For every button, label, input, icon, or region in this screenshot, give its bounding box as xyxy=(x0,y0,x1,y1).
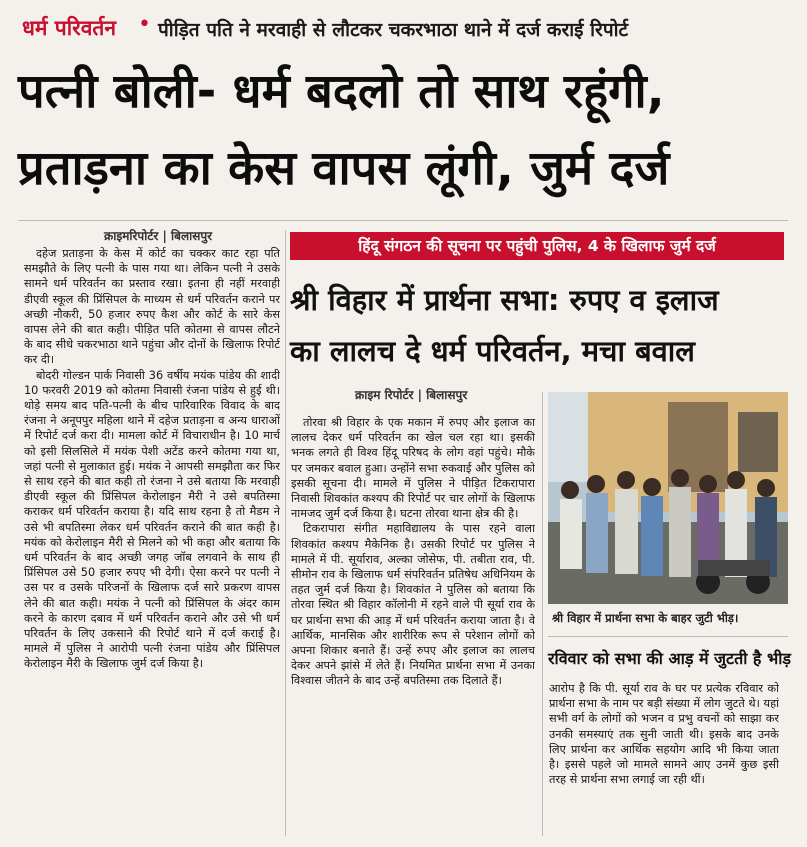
second-byline: क्राइम रिपोर्टर | बिलासपुर xyxy=(355,388,468,402)
bullet-separator: • xyxy=(138,12,151,37)
main-paragraph: दहेज प्रताड़ना के केस में कोर्ट का चक्कर काट रहा पति समझौते के लिए पत्नी के पास गया था। लेकिन पत्नी ने उसके सामने धर्म परिवर्तन का प्रस्ताव रखा। इतना ही नहीं मरवाही डीएवी स्कूल की प्रिंसिपल के माध्यम से धर्म परिवर्तन कराने पर अच्छी नौकरी, 50 हजार रुपए कैश और कोर्ट के सारे केस वापस लेने की बात कही। पीड़ित पति कोतमा से वापस लौटने के बाद सीधे चकरभाठा थाने पहुंचा और दोनों के खिलाफ रिपोर्ट कर दी। xyxy=(24,247,280,367)
main-headline-line2: प्रताड़ना का केस वापस लूंगी, जुर्म दर्ज xyxy=(18,141,670,196)
headline-divider xyxy=(18,220,788,221)
photo-caption: श्री विहार में प्रार्थना सभा के बाहर जुटी भीड़। xyxy=(552,611,739,625)
side-body xyxy=(549,681,779,831)
crowd-photo-illustration xyxy=(548,392,788,604)
main-story-body xyxy=(24,246,280,836)
main-byline: क्राइमरिपोर्टर | बिलासपुर xyxy=(104,229,213,243)
top-strip xyxy=(0,0,807,54)
column-divider xyxy=(542,392,543,836)
side-divider xyxy=(548,636,788,637)
second-headline-line1: श्री विहार में प्रार्थना सभा: रुपए व इलाज xyxy=(290,283,719,317)
second-story-body xyxy=(291,415,535,836)
side-heading: रविवार को सभा की आड़ में जुटती है भीड़ xyxy=(548,649,791,668)
crowd-photo xyxy=(548,392,788,604)
strip-subheadline: पीड़ित पति ने मरवाही से लौटकर चकरभाठा थाने में दर्ज कराई रिपोर्ट xyxy=(158,19,629,41)
section-kicker: धर्म परिवर्तन xyxy=(22,16,117,40)
red-banner: हिंदू संगठन की सूचना पर पहुंची पुलिस, 4 के खिलाफ जुर्म दर्ज xyxy=(290,232,784,260)
column-divider xyxy=(285,230,286,836)
side-paragraph: आरोप है कि पी. सूर्या राव के घर पर प्रत्येक रविवार को प्रार्थना सभा के नाम पर बड़ी संख्या में लोग जुटते थे। यहां सभी वर्ग के लोगों को भजन व प्रभु वचनों को साझा कर उनकी समस्याएं तक सुनी जाती थी। इसके बाद उनके लिए प्रार्थना कर आर्थिक सहयोग आदि भी किया जाता है। इससे पहले जो मामले सामने आए उनमें कुछ इसी तरह से प्रार्थना सभा लगाई जा रही थीं। xyxy=(549,682,779,787)
main-headline-line1: पत्नी बोली- धर्म बदलो तो साथ रहूंगी, xyxy=(18,64,665,119)
second-paragraph: तोरवा श्री विहार के एक मकान में रुपए और इलाज का लालच देकर धर्म परिवर्तन का खेल चल रहा था। इसकी भनक लगते ही विश्व हिंदू परिषद के लोग वहां पहुंचे। मौके पर जमकर बवाल हुआ। उन्होंने सभा रुकवाई और पुलिस को इसकी सूचना दी। मामले में पुलिस ने पीड़ित टिकरापारा निवासी शिवकांत कश्यप की रिपोर्ट पर चार लोगों के खिलाफ नामजद जुर्म दर्ज किया है। घटना तोरवा थाना क्षेत्र की है। xyxy=(291,416,535,521)
second-headline-line2: का लालच दे धर्म परिवर्तन, मचा बवाल xyxy=(290,334,695,368)
second-paragraph: टिकरापारा संगीत महाविद्यालय के पास रहने वाला शिवकांत कश्यप मैकेनिक है। उसकी रिपोर्ट पर पुलिस ने मामले में पी. सूर्याराव, अल्का जोसेफ, पी. तबीता राव, पी. सीमोन राव के खिलाफ धर्म संपरिवर्तन प्रतिषेध अधिनियम के तहत जुर्म दर्ज किया है। शिवकांत ने पुलिस को बताया कि तोरवा स्थित श्री विहार कॉलोनी में रहने वाले पी सूर्या राव के घर प्रार्थना सभा की आड़ में धर्म परिवर्तन कराया जाता है। वे आर्थिक, मानसिक और शारीरिक रूप से परेशान लोगों को अपना शिकार बनाते हैं। उन्हें रुपए और इलाज का लालच देकर अपने झांसे में लेते हैं। नियमित प्रार्थना सभा में उनका विश्वास जीतने के बाद उन्हें बपतिस्मा तक दिलाते हैं। xyxy=(291,522,535,688)
main-paragraph: बोदरी गोल्डन पार्क निवासी 36 वर्षीय मयंक पांडेय की शादी 10 फरवरी 2019 को कोतमा निवासी रंजना पांडेय से हुई थी। थोड़े समय बाद पति-पत्नी के बीच पारिवारिक विवाद के बाद रंजना ने अनूपपुर महिला थाने में दहेज प्रताड़ना व अन्य धाराओं में रिपोर्ट दर्ज करा दी। मामला कोर्ट में विचाराधीन है। 10 मार्च को इसी सिलसिले में मयंक पेशी अटेंड करने कोतमा गया था, जहां पत्नी से मुलाकात हुई। मयंक ने आपसी समझौता कर फिर से साथ रहने की बात कही तो रंजना ने उसे बताया कि मरवाही डीएवी स्कूल की प्रिंसिपल केरोलाइन मैरी ने उसे बपतिस्मा कराकर धर्म परिवर्तन कराया है। यदि साथ रहना है तो मैडम ने उसे भी बपतिस्मा लेकर धर्म परिवर्तन कराने की बात कही है। मयंक को केरोलाइन मैरी से मिलने को भी कहा और बताया कि धर्म परिवर्तन के बाद अच्छी जगह जॉब लगवाने के साथ ही प्रिंसिपल उसे 50 हजार रुपए भी देगी। ऐसा करने पर पत्नी ने उस पर व उसके परिजनों के खिलाफ दर्ज सारे प्रकरण वापस लेने की बात कही। मयंक ने पत्नी को प्रिंसिपल के अंदर काम करने के कारण दबाव में धर्म परिवर्तन कराने और उसे भी धर्म परिवर्तन के लिए उकसाने की रिपोर्ट थाने में दर्ज कराई है। मामले में पुलिस ने आरोपी पत्नी रंजना पांडेय और प्रिंसिपल केरोलाइन मैरी के खिलाफ जुर्म दर्ज किया है। xyxy=(24,368,280,671)
